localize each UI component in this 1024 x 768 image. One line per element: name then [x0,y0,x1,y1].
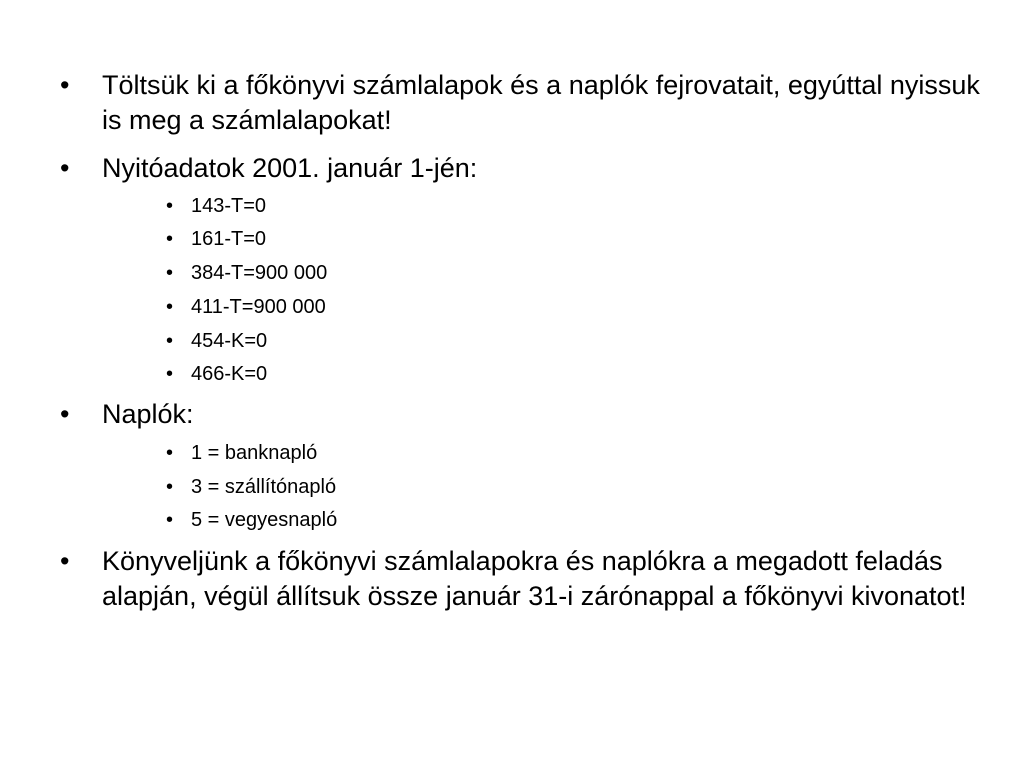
bullet-item-post-entries [60,544,980,614]
sub-bullet-icon: • [166,476,174,498]
bullet-item-journals [60,397,980,432]
sub-bullet-text: 466-K=0 [191,363,268,385]
sub-bullet-icon: • [166,228,174,250]
sub-bullet-icon: • [166,262,174,284]
sub-bullet-icon: • [166,195,174,217]
sub-bullet-text: 454-K=0 [191,330,268,352]
sub-bullet-item [166,226,766,252]
sub-bullet-icon: • [166,363,174,385]
sub-bullet-item [166,193,766,219]
sub-bullet-icon: • [166,296,174,318]
bullet-text: Naplók: [102,399,194,429]
sub-bullet-item [166,361,766,387]
sub-bullet-icon: • [166,442,174,464]
bullet-text: Töltsük ki a főkönyvi számlalapok és a naplók fejrovatait, egyúttal nyissuk is meg a számlalapokat! [102,70,980,135]
bullet-item-fill-ledgers [60,68,980,138]
sub-bullet-item [166,507,766,533]
sub-bullet-text: 384-T=900 000 [191,262,328,284]
sub-bullet-text: 161-T=0 [191,228,267,250]
sub-bullet-item [166,440,766,466]
sub-bullet-text: 143-T=0 [191,195,267,217]
bullet-icon: • [60,546,70,576]
bullet-text: Nyitóadatok 2001. január 1-jén: [102,153,478,183]
sub-bullet-item [166,294,766,320]
bullet-item-opening-data [60,151,980,186]
sub-bullet-text: 3 = szállítónapló [191,476,337,498]
sub-bullet-item [166,260,766,286]
bullet-text: Könyveljünk a főkönyvi számlalapokra és naplókra a megadott feladás alapján, végül állítsuk össze január 31-i zárónappal a főkönyvi kivonatot! [102,546,967,611]
sub-bullet-icon: • [166,509,174,531]
bullet-icon: • [60,399,70,429]
sub-bullet-text: 5 = vegyesnapló [191,509,338,531]
sub-bullet-text: 411-T=900 000 [191,296,326,318]
sub-bullet-icon: • [166,330,174,352]
sub-bullet-item [166,474,766,500]
bullet-icon: • [60,153,70,183]
sub-bullet-item [166,328,766,354]
sub-bullet-text: 1 = banknapló [191,442,318,464]
bullet-icon: • [60,70,70,100]
